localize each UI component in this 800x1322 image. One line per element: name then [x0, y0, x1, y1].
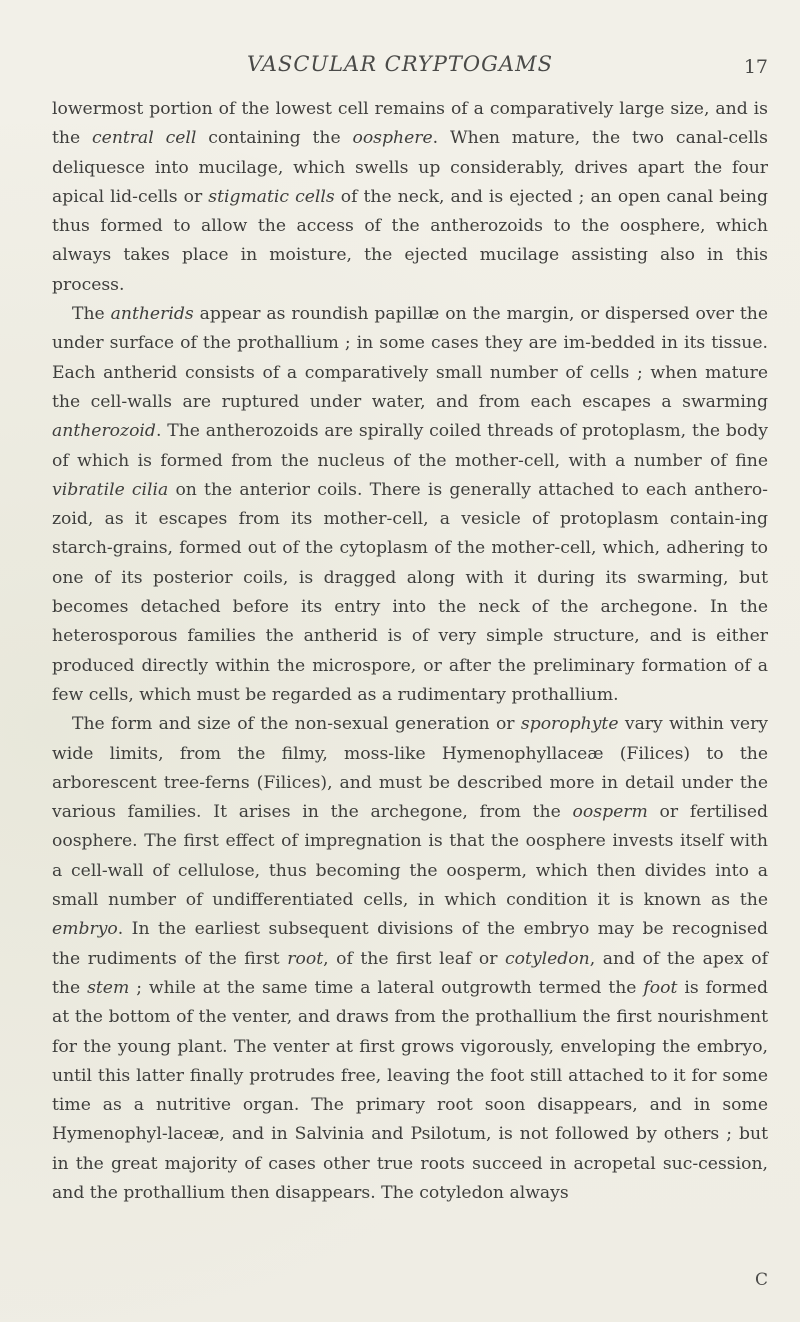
italic-term: root — [287, 948, 324, 969]
text-run: lowermost portion of the lowest cell remains of a comparatively large size, and is the — [52, 99, 768, 149]
text-run: The form and size of the non-sexual generation or — [72, 714, 521, 735]
paragraph — [52, 300, 768, 710]
italic-term: sporophyte — [520, 714, 619, 735]
italic-term: oosperm — [572, 802, 648, 823]
text-run: The — [72, 304, 111, 325]
signature-mark: C — [754, 1270, 768, 1290]
text-run: . The antherozoids are spirally coiled threads of protoplasm, the body of which is formed from the nucleus of the mother-cell, with a number of fine — [52, 421, 768, 471]
italic-term: oosphere — [352, 128, 433, 149]
italic-term: stigmatic cells — [208, 186, 335, 207]
text-run: containing the — [196, 128, 353, 149]
body-text — [52, 95, 768, 1208]
text-run: appear as roundish papillæ on the margin, or dispersed over the under surface of the prothallium ; in some cases they are im-bedded in its tissue. Each antherid consists of a comparatively small number of cells ; when mature the cell-walls are ruptured under water, and from each escapes a swarming — [52, 304, 769, 412]
page-header — [0, 52, 800, 86]
text-run: on the anterior coils. There is generally attached to each anthero-zoid, as it escapes from its mother-cell, a vesicle of protoplasm contain-ing starch-grains, formed out of the cytoplasm of the mother-cell, which, adhering to one of its posterior coils, is dragged along with it during its swarming, but becomes detached before its entry into the neck of the archegone. In the heterosporous families the antherid is of very simple structure, and is either produced directly within the microspore, or after the preliminary formation of a few cells, which must be regarded as a rudimentary prothallium. — [52, 479, 768, 705]
text-run: , of the first leaf or — [323, 948, 506, 969]
text-run: vary within very wide limits, from the filmy, moss-like Hymenophyllaceæ (Filices) to the arborescent tree-ferns (Filices), and must be described more in detail under the various families. It arises in the archegone, from the — [52, 714, 769, 823]
italic-term: cotyledon — [505, 948, 590, 969]
text-run: . In the earliest subsequent divisions of the embryo may be recognised the rudiments of the first — [52, 919, 768, 969]
italic-term: vibratile cilia — [52, 479, 169, 500]
text-run: . When mature, the two canal-cells deliquesce into mucilage, which swells up considerably, drives apart the four apical lid-cells or — [52, 128, 768, 207]
text-run: , and of the apex of the — [52, 948, 769, 998]
text-run: or fertilised oosphere. The first effect of impregnation is that the oosphere invests itself with a cell-wall of cellulose, thus becoming the oosperm, which then divides into a small number of undifferentiated cells, in which condition it is known as the — [52, 802, 768, 911]
italic-term: embryo — [52, 919, 118, 940]
italic-term: foot — [643, 977, 678, 998]
text-run: of the neck, and is ejected ; an open canal being thus formed to allow the access of the antherozoids to the oosphere, which always takes place in moisture, the ejected mucilage assisting also in this process. — [52, 186, 768, 295]
italic-term: antherids — [110, 304, 194, 325]
text-run: ; while at the same time a lateral outgrowth termed the — [129, 977, 644, 998]
paragraph — [52, 95, 768, 300]
italic-term: central cell — [92, 128, 197, 149]
running-head: VASCULAR CRYPTOGAMS — [247, 52, 553, 76]
italic-term: antherozoid — [52, 421, 156, 442]
text-run: is formed at the bottom of the venter, and draws from the prothallium the first nourishment for the young plant. The venter at first grows vigorously, enveloping the embryo, until this latter finally protrudes free, leaving the foot still attached to it for some time as a nutritive organ. The primary root soon disappears, and in some Hymenophyl-laceæ, and in Salvinia and Psilotum, is not followed by others ; but in the great majority of cases other true roots succeed in acropetal suc-cession, and the prothallium then disappears. The cotyledon always — [52, 977, 768, 1203]
page-number: 17 — [743, 56, 768, 78]
paragraph — [52, 710, 768, 1208]
italic-term: stem — [87, 977, 130, 998]
